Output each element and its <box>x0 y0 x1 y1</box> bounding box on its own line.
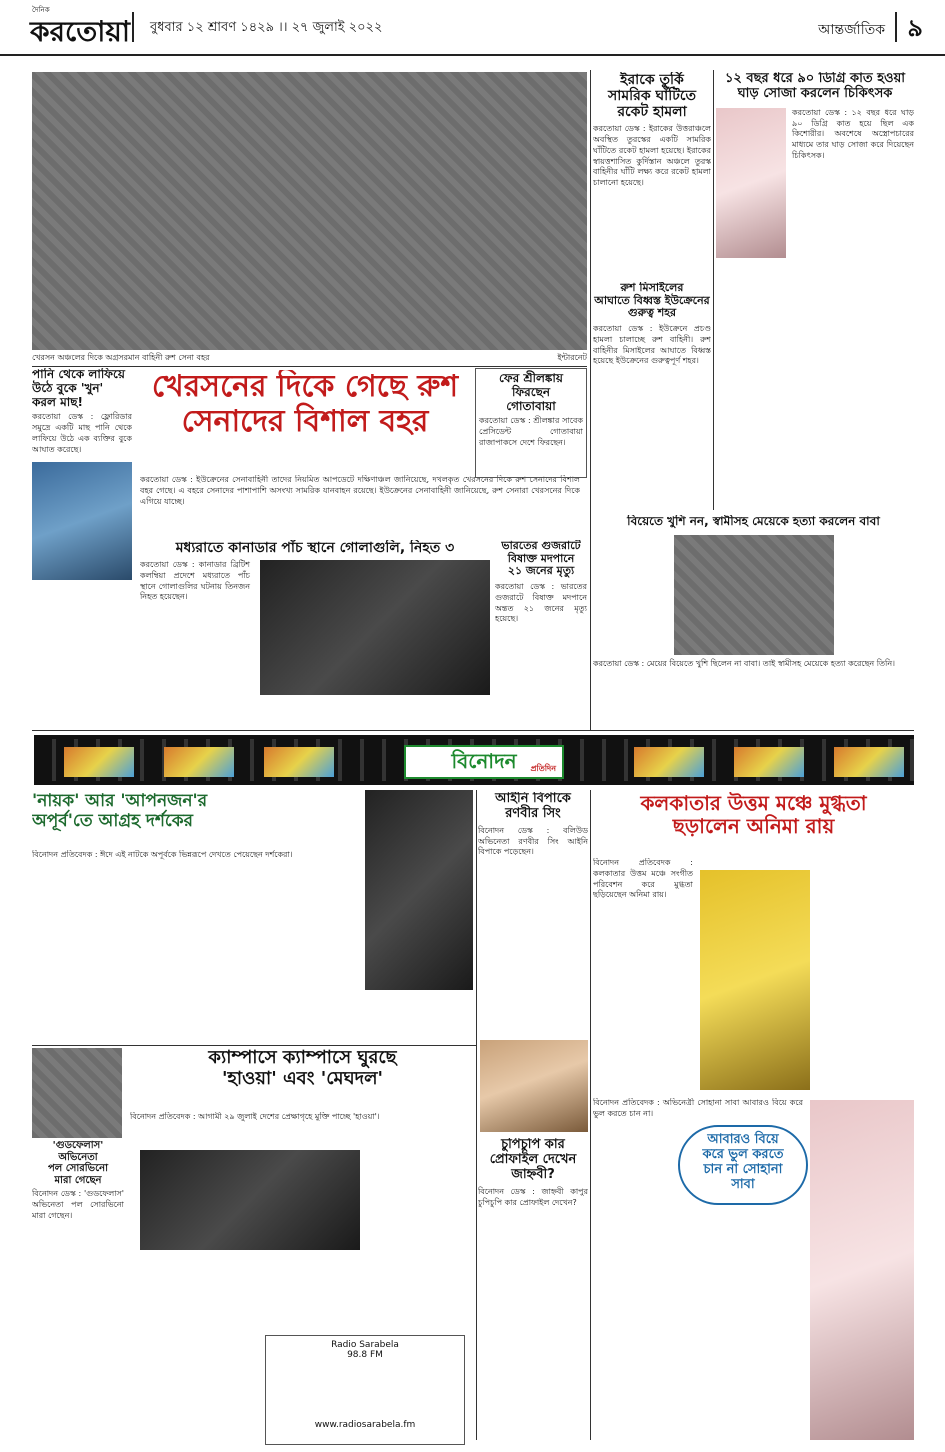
gotabaya-headline-1: ফের শ্রীলঙ্কায় <box>499 371 563 385</box>
ranbir-body: বিনোদন ডেস্ক : বলিউড অভিনেতা রণবীর সিং আইনি বিপাকে পড়েছেন। <box>478 825 588 857</box>
anima-headline-1: কলকাতার উত্তম মঞ্চে মুগ্ধতা <box>640 792 867 815</box>
khershon-headline-1: খেরসনের দিকে গেছে রুশ <box>151 370 459 404</box>
gujarat-headline-3: ২১ জনের মৃত্যু <box>507 564 575 578</box>
turkey-headline-3: রকেট হামলা <box>617 104 687 121</box>
gotabaya-body: করতোয়া ডেস্ক : শ্রীলঙ্কার সাবেক প্রেসিডেন্ট গোতাবায়া রাজাপাকসে দেশে ফিরছেন। <box>479 416 583 447</box>
canada-police-photo <box>260 560 490 695</box>
ukraine-city-headline-1: রুশ মিসাইলের <box>620 282 684 294</box>
sorvino-headline-1: 'গুডফেলাস' অভিনেতা <box>52 1140 104 1163</box>
khershon-article <box>140 370 470 470</box>
ranbir-headline-2: রণবীর সিং <box>505 805 561 821</box>
sorvino-headline-3: মারা গেছেন <box>54 1174 102 1186</box>
khershon-body: করতোয়া ডেস্ক : ইউক্রেনের সেনাবাহিনী তাদের নিয়মিত আপডেটে দক্ষিণাঞ্চল জানিয়েছে, দখলকৃত খেরসনের দিকে রুশ সেনাদের বিশাল বহর গেছে। এ বহরে সেনাদের পাশাপাশি অসংখ্য সামরিক যানবাহন রয়েছে। ইউক্রেনের সেনাবাহিনী জানিয়েছে, রুশ সেনারা খেরসনের দিকে এগিয়ে যাচ্ছে। <box>140 475 580 506</box>
campus-photo <box>140 1150 360 1250</box>
gujarat-headline-2: বিষাক্ত মদপানে <box>507 551 575 565</box>
ranbir-headline-1: আইনি বিপাকে <box>495 792 571 806</box>
entertainment-title-text: বিনোদন <box>451 749 517 773</box>
jahnvi-headline-2: প্রোফাইল দেখেন <box>489 1151 577 1167</box>
campus-headline-1: ক্যাম্পাসে ক্যাম্পাসে ঘুরছে <box>208 1048 397 1068</box>
jahnvi-headline-1: চুপিচুপি কার <box>501 1138 565 1152</box>
spine-body: করতোয়া ডেস্ক : ১২ বছর ধরে ঘাড় ৯০ ডিগ্রি কাত হয়ে ছিল এক কিশোরীর। অবশেষে অস্ত্রোপচারের মাধ্যমে তার ঘাড় সোজা করে দিয়েছেন চিকিৎসক। <box>792 107 914 161</box>
sohana-headline-2: করে ভুল করতে <box>702 1146 784 1162</box>
gotabaya-article <box>475 368 587 478</box>
section-name: আন্তর্জাতিক <box>818 22 885 38</box>
canada-headline: মধ্যরাতে কানাডার পাঁচ স্থানে গোলাগুলি, নিহত ৩ <box>175 540 455 556</box>
film-frame <box>834 747 904 777</box>
gujarat-headline-1: ভারতের গুজরাটে <box>501 540 581 552</box>
radio-url: www.radiosarabela.fm <box>314 1420 416 1430</box>
sorvino-body: বিনোদন ডেস্ক : 'গুডফেলাস' অভিনেতা পল সোরভিনো মারা গেছেন। <box>32 1189 124 1220</box>
wedding-headline: বিয়েতে খুশি নন, স্বামীসহ মেয়েকে হত্যা করলেন বাবা <box>627 515 880 528</box>
sohana-photo <box>810 1100 914 1440</box>
sohana-body: বিনোদন প্রতিবেদক : অভিনেত্রী সোহানা সাবা আবারও বিয়ে করে ভুল করতে চান না। <box>593 1098 803 1118</box>
khershon-headline-2: সেনাদের বিশাল বহর <box>181 403 429 439</box>
fish-headline-3: করল মাছ! <box>32 394 84 409</box>
radio-freq: 98.8 FM <box>347 1350 383 1360</box>
rule <box>713 70 714 510</box>
ukraine-city-headline-3: গুরুত্ব শহর <box>627 306 677 320</box>
spine-headline-2: ঘাড় সোজা করলেন চিকিৎসক <box>737 85 893 101</box>
film-frame <box>164 747 234 777</box>
fish-article <box>32 368 132 728</box>
radio-name: Radio Sarabela <box>331 1340 399 1350</box>
rule <box>590 790 591 1440</box>
ukraine-city-headline-2: আঘাতে বিধ্বস্ত ইউক্রেনের <box>594 293 710 307</box>
gotabaya-headline-2: ফিরছেন <box>511 384 551 399</box>
wedding-article <box>593 515 914 730</box>
entertainment-sub: প্রতিদিন <box>530 763 556 773</box>
canada-article <box>140 540 490 730</box>
photo-caption: খেরসন অঞ্চলের দিকে অগ্রসরমান বাহিনী রুশ সেনা বহর <box>32 353 210 362</box>
jahnvi-body: বিনোদন ডেস্ক : জাহ্নবী কাপুর চুপিচুপি কার প্রোফাইল দেখেন? <box>478 1186 588 1207</box>
campus-headline-2: 'হাওয়া' এবং 'মেঘদল' <box>221 1067 384 1089</box>
ukraine-city-body: করতোয়া ডেস্ক : ইউক্রেনে প্রচণ্ড হামলা চালাচ্ছে রুশ বাহিনী। রুশ বাহিনীর মিসাইলের আঘাতে বিধ্বস্ত হয়েছে ইউক্রেনের গুরুত্বপূর্ণ শহর। <box>593 323 711 366</box>
logo-small: দৈনিক <box>32 6 50 14</box>
anima-photo <box>700 870 810 1090</box>
fish-body: করতোয়া ডেস্ক : ফ্লোরিডার সমুদ্রে একটি মাছ পানি থেকে লাফিয়ে উঠে এক ব্যক্তির বুকে আঘাত করেছে। <box>32 412 132 454</box>
canada-body: করতোয়া ডেস্ক : কানাডার ব্রিটিশ কলম্বিয়া প্রদেশে মধ্যরাতে পাঁচ স্থানে গোলাগুলির ঘটনায় তিনজন নিহত হয়েছেন। <box>140 560 250 602</box>
rule <box>32 730 914 731</box>
turkey-article <box>593 72 711 277</box>
entertainment-title <box>404 745 564 779</box>
film-frame <box>734 747 804 777</box>
sorvino-article <box>32 1140 124 1440</box>
campus-headline-block <box>130 1048 475 1110</box>
jahnvi-photo <box>480 1040 588 1132</box>
fish-photo <box>32 462 132 580</box>
nayak-headline-1: 'নায়ক' আর 'আপনজন'র <box>32 792 208 811</box>
masthead <box>0 0 945 56</box>
entertainment-banner <box>34 735 914 785</box>
anima-body: বিনোদন প্রতিবেদক : কলকাতার উত্তম মঞ্চে সংগীত পরিবেশন করে মুগ্ধতা ছড়িয়েছেন অনিমা রায়। <box>593 858 693 900</box>
anima-headline-2: ছড়ালেন অনিমা রায় <box>672 814 835 838</box>
anima-headline-block <box>593 792 914 852</box>
sohana-headline-block <box>678 1125 808 1205</box>
nayak-body: বিনোদন প্রতিবেদক : ঈদে এই নাটকে অপূর্বকে ভিন্নরূপে দেখতে পেয়েছেন দর্শকেরা। <box>32 850 293 859</box>
nayak-headline-2: অপূর্ব'তে আগ্রহ দর্শকের <box>32 810 193 831</box>
patient-photo <box>716 108 786 258</box>
film-frame <box>64 747 134 777</box>
jahnvi-headline-3: জাহ্নবী? <box>511 1166 555 1182</box>
actor-photo <box>365 790 473 990</box>
issue-date: বুধবার ১২ শ্রাবণ ১৪২৯ ।। ২৭ জুলাই ২০২২ <box>150 20 383 35</box>
spine-headline-1: ১২ বছর ধরে ৯০ ডিগ্রি কাত হওয়া <box>724 72 906 86</box>
sohana-headline-4: সাবা <box>731 1176 755 1192</box>
page-number: ৯ <box>907 14 923 42</box>
couple-photo <box>674 535 834 655</box>
film-frame <box>634 747 704 777</box>
rule <box>32 366 587 367</box>
logo: করতোয়া <box>30 15 130 48</box>
rule <box>32 1045 477 1046</box>
gujarat-article <box>495 540 587 730</box>
rule <box>476 790 477 1440</box>
spine-article <box>716 72 914 510</box>
gujarat-body: করতোয়া ডেস্ক : ভারতের গুজরাটে বিষাক্ত মদপানে অন্তত ২১ জনের মৃত্যু হয়েছে। <box>495 581 587 624</box>
sohana-headline-1: আবারও বিয়ে <box>707 1132 779 1147</box>
divider <box>132 12 134 42</box>
turkey-headline-1: ইরাকে তুর্কি <box>620 72 684 88</box>
radio-ad <box>265 1335 465 1445</box>
film-frame <box>264 747 334 777</box>
turkey-body: করতোয়া ডেস্ক : ইরাকের উত্তরাঞ্চলে অবস্থিত তুরস্কের একটি সামরিক ঘাঁটিতে রকেট হামলা হয়েছে। ইরাকের স্বায়ত্তশাসিত কুর্দিস্তান অঞ্চলে তুরস্ক বাহিনীর ঘাঁটি লক্ষ্য করে রকেট হামলা চালানো হয়েছে। <box>593 124 711 188</box>
sohana-headline-3: চান না সোহানা <box>703 1161 783 1177</box>
ranbir-article <box>478 792 588 1032</box>
sorvino-headline-2: পল সোরভিনো <box>48 1163 108 1174</box>
jahnvi-article <box>478 1138 588 1438</box>
divider <box>895 12 897 42</box>
photo-credit: ইন্টারনেট <box>557 353 587 362</box>
sorvino-photo <box>32 1048 122 1138</box>
wedding-body: করতোয়া ডেস্ক : মেয়ের বিয়েতে খুশি ছিলেন না বাবা। তাই স্বামীসহ মেয়েকে হত্যা করেছেন তিনি। <box>593 658 895 668</box>
gotabaya-headline-3: গোতাবায়া <box>506 398 556 413</box>
fish-headline-2: উঠে বুকে 'খুন' <box>32 380 104 395</box>
rule <box>590 70 591 730</box>
nayak-headline-block <box>32 792 362 844</box>
campus-body: বিনোদন প্রতিবেদক : আগামী ২৯ জুলাই দেশের প্রেক্ষাগৃহে মুক্তি পাচ্ছে 'হাওয়া'। <box>130 1112 380 1121</box>
fish-headline-1: পানি থেকে লাফিয়ে <box>32 368 125 381</box>
tank-photo <box>32 72 587 350</box>
turkey-headline-2: সামরিক ঘাঁটিতে <box>608 88 696 105</box>
